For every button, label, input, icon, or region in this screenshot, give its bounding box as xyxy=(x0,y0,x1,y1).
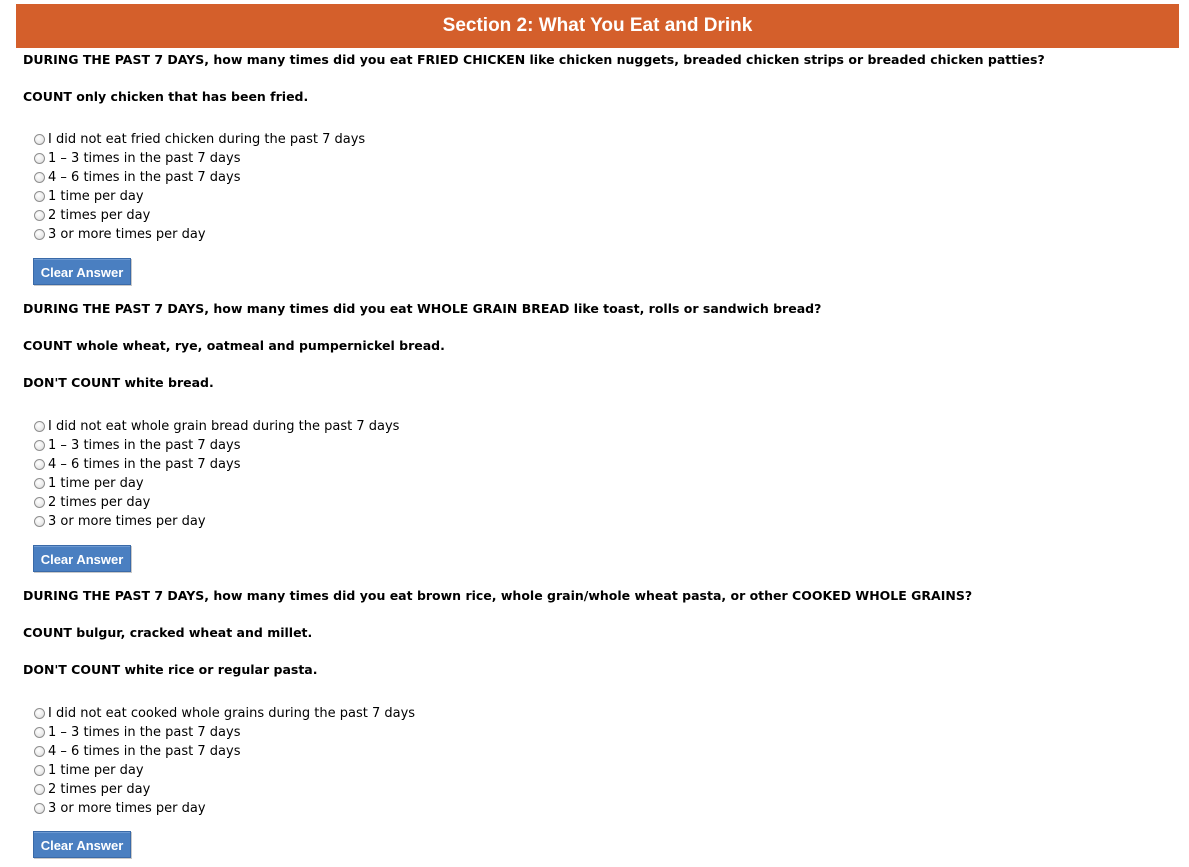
radio-option[interactable] xyxy=(33,723,533,742)
radio-option[interactable] xyxy=(33,780,533,799)
radio-option[interactable] xyxy=(33,704,533,723)
radio-button[interactable] xyxy=(34,440,45,451)
option-label: I did not eat fried chicken during the past 7 days xyxy=(48,132,366,147)
option-label: 2 times per day xyxy=(48,782,151,797)
radio-button[interactable] xyxy=(34,746,45,757)
option-label: 1 time per day xyxy=(48,476,144,491)
question-fried-chicken xyxy=(23,52,1173,126)
clear-answer-button[interactable]: Clear Answer xyxy=(33,545,131,572)
radio-option[interactable] xyxy=(33,742,533,761)
option-label: 1 – 3 times in the past 7 days xyxy=(48,725,241,740)
option-label: 2 times per day xyxy=(48,495,151,510)
option-label: 4 – 6 times in the past 7 days xyxy=(48,457,241,472)
option-label: 1 – 3 times in the past 7 days xyxy=(48,151,241,166)
question-count-note: COUNT bulgur, cracked wheat and millet. xyxy=(23,625,313,640)
radio-option[interactable] xyxy=(33,187,533,206)
radio-button[interactable] xyxy=(34,516,45,527)
radio-option[interactable] xyxy=(33,455,533,474)
radio-button[interactable] xyxy=(34,784,45,795)
question-dont-count-note: DON'T COUNT white rice or regular pasta. xyxy=(23,662,318,677)
radio-option[interactable] xyxy=(33,149,533,168)
radio-button[interactable] xyxy=(34,421,45,432)
clear-answer-button[interactable]: Clear Answer xyxy=(33,831,131,858)
radio-button[interactable] xyxy=(34,210,45,221)
radio-option[interactable] xyxy=(33,799,533,818)
question-dont-count-note: DON'T COUNT white bread. xyxy=(23,375,214,390)
radio-button[interactable] xyxy=(34,803,45,814)
option-label: 2 times per day xyxy=(48,208,151,223)
radio-option[interactable] xyxy=(33,761,533,780)
radio-button[interactable] xyxy=(34,459,45,470)
radio-button[interactable] xyxy=(34,708,45,719)
radio-button[interactable] xyxy=(34,478,45,489)
options-fried-chicken xyxy=(33,130,533,244)
radio-option[interactable] xyxy=(33,436,533,455)
radio-option[interactable] xyxy=(33,474,533,493)
radio-option[interactable] xyxy=(33,417,533,436)
radio-option[interactable] xyxy=(33,130,533,149)
option-label: 1 time per day xyxy=(48,763,144,778)
question-text: DURING THE PAST 7 DAYS, how many times did you eat WHOLE GRAIN BREAD like toast, rolls or sandwich bread? xyxy=(23,301,822,316)
radio-button[interactable] xyxy=(34,191,45,202)
options-cooked-whole-grains xyxy=(33,704,533,818)
radio-button[interactable] xyxy=(34,765,45,776)
radio-button[interactable] xyxy=(34,229,45,240)
radio-button[interactable] xyxy=(34,153,45,164)
option-label: 4 – 6 times in the past 7 days xyxy=(48,744,241,759)
question-count-note: COUNT whole wheat, rye, oatmeal and pumpernickel bread. xyxy=(23,338,445,353)
question-text: DURING THE PAST 7 DAYS, how many times did you eat brown rice, whole grain/whole wheat pasta, or other COOKED WHOLE GRAINS? xyxy=(23,588,973,603)
radio-option[interactable] xyxy=(33,206,533,225)
option-label: I did not eat cooked whole grains during the past 7 days xyxy=(48,706,416,721)
option-label: I did not eat whole grain bread during the past 7 days xyxy=(48,419,400,434)
radio-button[interactable] xyxy=(34,497,45,508)
radio-button[interactable] xyxy=(34,134,45,145)
radio-button[interactable] xyxy=(34,727,45,738)
option-label: 3 or more times per day xyxy=(48,227,206,242)
radio-button[interactable] xyxy=(34,172,45,183)
section-title: Section 2: What You Eat and Drink xyxy=(16,4,1179,48)
question-whole-grain-bread xyxy=(23,301,1173,412)
radio-option[interactable] xyxy=(33,225,533,244)
question-cooked-whole-grains xyxy=(23,588,1173,699)
radio-option[interactable] xyxy=(33,493,533,512)
option-label: 1 time per day xyxy=(48,189,144,204)
option-label: 4 – 6 times in the past 7 days xyxy=(48,170,241,185)
radio-option[interactable] xyxy=(33,512,533,531)
option-label: 1 – 3 times in the past 7 days xyxy=(48,438,241,453)
radio-option[interactable] xyxy=(33,168,533,187)
options-whole-grain-bread xyxy=(33,417,533,531)
question-count-note: COUNT only chicken that has been fried. xyxy=(23,89,309,104)
clear-answer-button[interactable]: Clear Answer xyxy=(33,258,131,285)
option-label: 3 or more times per day xyxy=(48,801,206,816)
option-label: 3 or more times per day xyxy=(48,514,206,529)
question-text: DURING THE PAST 7 DAYS, how many times did you eat FRIED CHICKEN like chicken nuggets, breaded chicken strips or breaded chicken patties? xyxy=(23,52,1045,67)
